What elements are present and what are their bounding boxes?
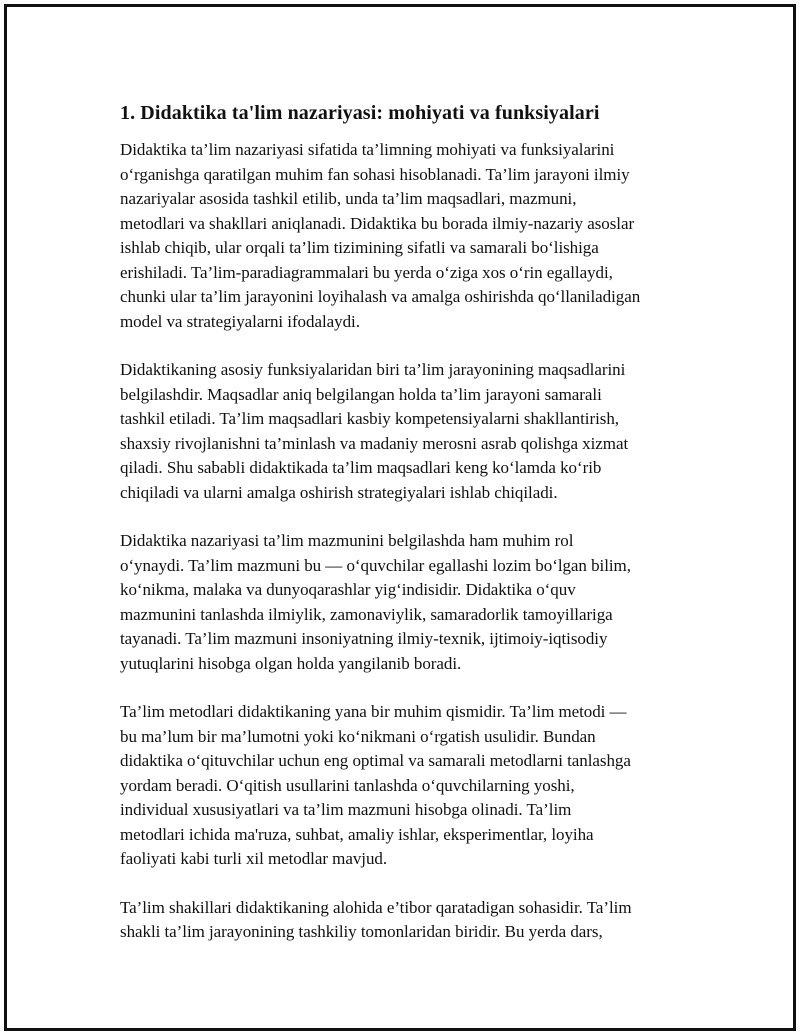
text-line: shakli ta’lim jarayonining tashkiliy tomonlaridan biridir. Bu yerda dars, xyxy=(120,922,603,941)
text-line: erishiladi. Ta’lim-paradiagrammalari bu yerda o‘ziga xos o‘rin egallaydi, xyxy=(120,262,613,282)
page-frame xyxy=(4,4,796,1031)
text-line: faoliyati kabi turli xil metodlar mavjud. xyxy=(120,849,388,868)
text-line: didaktika o‘qituvchilar uchun eng optimal va samarali metodlarni tanlashga xyxy=(120,751,631,770)
text-line: belgilashdir. Maqsadlar aniq belgilangan holda ta’lim jarayoni samarali xyxy=(120,384,602,404)
text-line: Didaktikaning asosiy funksiyalaridan biri ta’lim jarayonining maqsadlarini xyxy=(120,360,626,379)
text-line: metodlari ichida ma'ruza, suhbat, amaliy ishlar, eksperimentlar, loyiha xyxy=(120,824,594,844)
text-line: individual xususiyatlari va ta’lim mazmuni hisobga olinadi. Ta’lim xyxy=(120,800,572,819)
document-body xyxy=(120,99,700,969)
text-line: model va strategiyalarni ifodalaydi. xyxy=(120,311,360,331)
text-line: o‘ynaydi. Ta’lim mazmuni bu — o‘quvchilar egallashi lozim bo‘lgan bilim, xyxy=(120,555,631,575)
document-title: 1. Didaktika ta'lim nazariyasi: mohiyati va funksiyalari xyxy=(120,102,600,124)
text-line: tashkil etiladi. Ta’lim maqsadlari kasbiy kompetensiyalarni shakllantirish, xyxy=(120,409,619,428)
text-line: shaxsiy rivojlanishni ta’minlash va madaniy merosni asrab qolishga xizmat xyxy=(120,433,629,453)
text-line: chiqiladi va ularni amalga oshirish strategiyalari ishlab chiqiladi. xyxy=(120,482,558,502)
text-line: chunki ular ta’lim jarayonini loyihalash va amalga oshirishda qo‘llaniladigan xyxy=(120,287,641,306)
text-line: ishlab chiqib, ular orqali ta’lim tizimining sifatli va samarali bo‘lishiga xyxy=(120,238,599,257)
paragraph-3 xyxy=(120,529,700,676)
text-line: metodlari va shakllari aniqlanadi. Didaktika bu borada ilmiy-nazariy asoslar xyxy=(120,213,635,233)
text-line: tayanadi. Ta’lim mazmuni insoniyatning ilmiy-texnik, ijtimoiy-iqtisodiy xyxy=(120,629,608,648)
text-line: yordam beradi. O‘qitish usullarini tanlashda o‘quvchilarning yoshi, xyxy=(120,775,575,795)
text-line: qiladi. Shu sababli didaktikada ta’lim maqsadlari keng ko‘lamda ko‘rib xyxy=(120,458,602,477)
paragraph-1 xyxy=(120,138,700,334)
text-line: yutuqlarini hisobga olgan holda yangilanib boradi. xyxy=(120,653,462,673)
text-line: bu ma’lum bir ma’lumotni yoki ko‘nikmani o‘rgatish usulidir. Bundan xyxy=(120,726,596,746)
paragraph-2 xyxy=(120,358,700,505)
text-line: nazariyalar asosida tashkil etilib, unda ta’lim maqsadlari, mazmuni, xyxy=(120,189,577,208)
text-line: mazmunini tanlashda ilmiylik, zamonaviylik, samaradorlik tamoyillariga xyxy=(120,604,613,624)
text-line: Ta’lim metodlari didaktikaning yana bir muhim qismidir. Ta’lim metodi — xyxy=(120,702,627,721)
text-line: ko‘nikma, malaka va dunyoqarashlar yig‘indisidir. Didaktika o‘quv xyxy=(120,580,576,599)
text-line: Didaktika nazariyasi ta’lim mazmunini belgilashda ham muhim rol xyxy=(120,531,574,550)
paragraph-5 xyxy=(120,896,700,945)
text-line: o‘rganishga qaratilgan muhim fan sohasi hisoblanadi. Ta’lim jarayoni ilmiy xyxy=(120,164,630,184)
text-line: Ta’lim shakillari didaktikaning alohida e’tibor qaratadigan sohasidir. Ta’lim xyxy=(120,897,632,917)
paragraph-4 xyxy=(120,700,700,872)
text-line: Didaktika ta’lim nazariyasi sifatida ta’limning mohiyati va funksiyalarini xyxy=(120,140,615,159)
